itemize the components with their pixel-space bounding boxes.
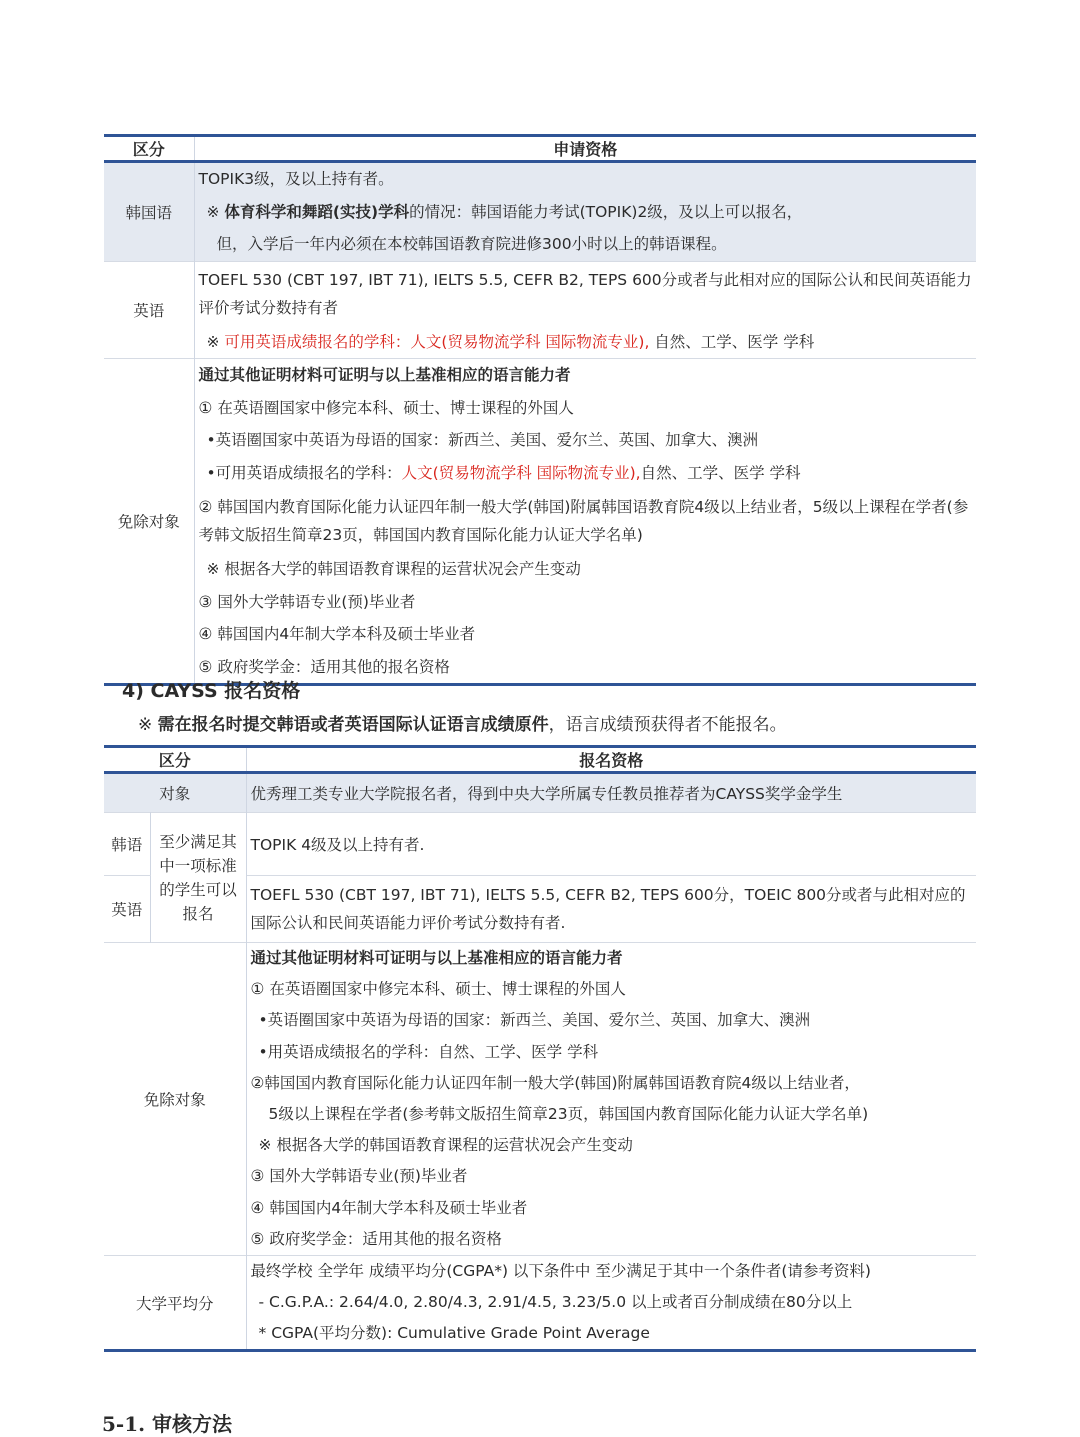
exempt2-item2a: ②韩国国内教育国际化能力认证四年制一般大学(韩国)附属韩国语教育院4级以上结业者， [250, 1073, 860, 1092]
header-qualification: 申请资格 [194, 136, 976, 162]
exempt2-row [104, 943, 976, 1256]
header-category: 区分 [104, 136, 194, 162]
exempt-item5: ⑤ 政府奖学金：适用其他的报名资格 [198, 657, 450, 676]
gpa-row [104, 1255, 976, 1351]
exempt-item1-sub2 [199, 457, 973, 490]
note-mark: ※ [138, 715, 158, 735]
section-title-cayss: 4) CAYSS 报名资格 [122, 680, 301, 702]
english-note-red: 可用英语成绩报名的学科：人文(贸易物流学科 国际物流专业), [224, 332, 650, 351]
english-row [104, 261, 976, 359]
section-note-cayss [138, 710, 787, 735]
cayss-note-bold: 需在报名时提交韩语或者英语国际认证语言成绩原件 [157, 715, 549, 735]
korean-row [104, 162, 976, 262]
exempt-item1-sub1: •英语圈国家中英语为母语的国家：新西兰、美国、爱尔兰、英国、加拿大、澳洲 [206, 431, 759, 449]
table-header-row [104, 136, 976, 162]
exempt2-item2-note: ※ 根据各大学的韩国语教育课程的运营状况会产生变动 [258, 1136, 633, 1155]
gpa-line3: * CGPA(平均分数): Cumulative Grade Point Average [258, 1324, 650, 1343]
korean-line2-rest: 的情况：韩国语能力考试(TOPIK)2级，及以上可以报名， [409, 202, 803, 221]
lang-condition-label: 至少满足其中一项标准的学生可以报名 [150, 813, 246, 943]
exempt2-title: 通过其他证明材料可证明与以上基准相应的语言能力者 [250, 949, 623, 967]
exempt2-item2b: 5级以上课程在学者(参考韩文版招生简章23页，韩国国内教育国际化能力认证大学名单) [268, 1104, 869, 1123]
target-label: 对象 [104, 773, 246, 813]
target-row [104, 773, 976, 813]
exempt2-label: 免除对象 [104, 943, 246, 1256]
gpa-content [246, 1255, 976, 1351]
exempt-row [104, 359, 976, 685]
cayss-note-rest: ，语言成绩预获得者不能报名。 [548, 715, 787, 735]
korean-line1: TOPIK3级，及以上持有者。 [198, 170, 394, 188]
sub2-rest: 自然、工学、医学 学科 [640, 463, 801, 482]
gpa-line1: 最终学校 全学年 成绩平均分(CGPA*) 以下条件中 至少满足于其中一个条件者(请参考资料) [250, 1261, 871, 1280]
english-text: TOEFL 530 (CBT 197, IBT 71), IELTS 5.5, CEFR B2, TEPS 600分或者与此相对应的国际公认和民间英语能力评价考试分数持有者 [198, 270, 972, 317]
korean-bold-text: 体育科学和舞蹈(实技)学科 [224, 202, 410, 221]
english-note [199, 326, 973, 359]
korean-req-text: TOPIK 4级及以上持有者. [250, 836, 425, 854]
english-req-text: TOEFL 530 (CBT 197, IBT 71), IELTS 5.5, CEFR B2, TEPS 600分，TOEIC 800分或者与此相对应的国际公认和民间英语能力评价考试分数持有者. [250, 886, 966, 932]
gpa-label: 大学平均分 [104, 1255, 246, 1351]
exempt-item2: ② 韩国国内教育国际化能力认证四年制一般大学(韩国)附属韩国语教育院4级以上结业者，5级以上课程在学者(参考韩文版招生简章23页，韩国国内教育国际化能力认证大学名单) [198, 498, 969, 544]
exempt2-content [246, 943, 976, 1256]
header2-qualification: 报名资格 [246, 747, 976, 773]
exempt-content [194, 359, 976, 685]
table2-header-row [104, 747, 976, 773]
korean-req-label: 韩语 [104, 813, 150, 876]
korean-line2 [199, 196, 973, 229]
exempt2-item1-sub2: •用英语成绩报名的学科：自然、工学、医学 学科 [258, 1042, 599, 1061]
exempt-label: 免除对象 [104, 359, 194, 685]
korean-req-row [104, 813, 976, 876]
exempt-title: 通过其他证明材料可证明与以上基准相应的语言能力者 [198, 366, 571, 384]
target-text: 优秀理工类专业大学院报名者，得到中央大学所属专任教员推荐者为CAYSS奖学金学生 [250, 785, 843, 803]
english-content [194, 261, 976, 359]
exempt-item3: ③ 国外大学韩语专业(预)毕业者 [198, 592, 416, 611]
exempt-item1: ① 在英语圈国家中修完本科、硕士、博士课程的外国人 [198, 398, 574, 417]
note-mark: ※ [206, 202, 225, 221]
sub2-red: 人文(贸易物流学科 国际物流专业), [401, 463, 641, 482]
exempt2-item5: ⑤ 政府奖学金：适用其他的报名资格 [250, 1229, 502, 1248]
exempt2-item4: ④ 韩国国内4年制大学本科及硕士毕业者 [250, 1198, 528, 1217]
exempt2-item1-sub1: •英语圈国家中英语为母语的国家：新西兰、美国、爱尔兰、英国、加拿大、澳洲 [258, 1011, 811, 1030]
korean-label: 韩国语 [104, 162, 194, 262]
english-req-label: 英语 [104, 876, 150, 943]
section-title-review: 5-1. 审核方法 [102, 1412, 233, 1436]
sub2-prefix: •可用英语成绩报名的学科： [206, 463, 402, 482]
korean-line3: 但，入学后一年内必须在本校韩国语教育院进修300小时以上的韩语课程。 [216, 235, 727, 253]
header2-category: 区分 [104, 747, 246, 773]
korean-content [194, 162, 976, 262]
exempt2-item1: ① 在英语圈国家中修完本科、硕士、博士课程的外国人 [250, 980, 626, 999]
exempt-item2-note: ※ 根据各大学的韩国语教育课程的运营状况会产生变动 [206, 560, 581, 578]
note-mark: ※ [206, 332, 225, 351]
english-label: 英语 [104, 261, 194, 359]
language-requirements-table [104, 134, 976, 686]
gpa-line2: - C.G.P.A.: 2.64/4.0, 2.80/4.3, 2.91/4.5, 3.23/5.0 以上或者百分制成绩在80分以上 [258, 1293, 853, 1312]
cayss-requirements-table [104, 745, 976, 1352]
english-note-rest: 自然、工学、医学 学科 [649, 332, 815, 351]
exempt-item4: ④ 韩国国内4年制大学本科及硕士毕业者 [198, 625, 476, 643]
exempt2-item3: ③ 国外大学韩语专业(预)毕业者 [250, 1167, 468, 1186]
